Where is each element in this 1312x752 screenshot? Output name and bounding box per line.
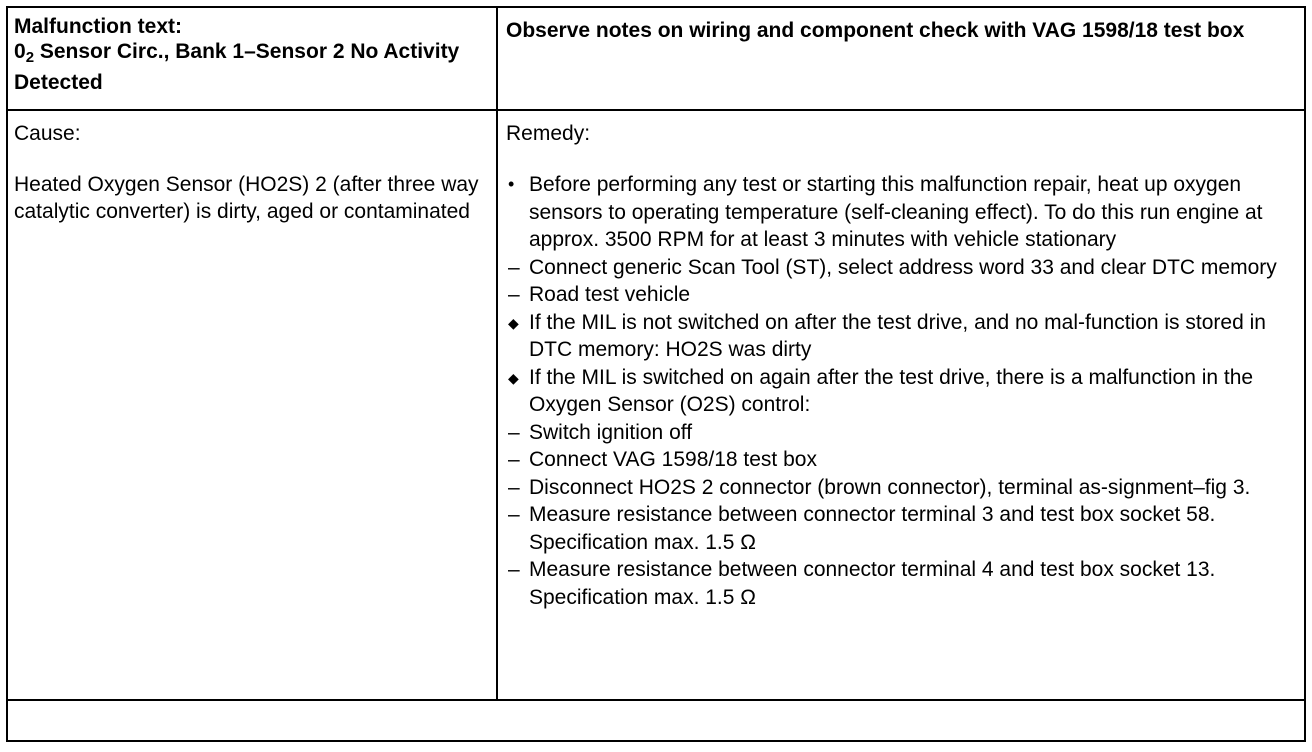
remedy-step <box>502 501 1302 556</box>
remedy-step-text: If the MIL is not switched on after the test drive, and no mal-function is stored in DTC memory: HO2S was dirty <box>529 310 1266 361</box>
remedy-step <box>502 446 1302 474</box>
dash-bullet-icon: – <box>508 558 520 581</box>
remedy-step-text: If the MIL is switched on again after the test drive, there is a malfunction in the Oxygen Sensor (O2S) control: <box>529 365 1254 416</box>
footer-row <box>8 701 1304 740</box>
malfunction-text-heading <box>14 14 484 95</box>
body-row <box>8 111 1304 701</box>
remedy-step <box>502 281 1302 309</box>
malfunction-description <box>14 39 484 95</box>
dash-bullet-icon: – <box>508 448 520 471</box>
o2-prefix: 0 <box>14 40 26 63</box>
dash-bullet-icon: – <box>508 420 520 444</box>
dash-bullet-icon: – <box>508 475 520 499</box>
o2-subscript: 2 <box>25 49 35 66</box>
diamond-bullet-icon: ◆ <box>508 314 519 331</box>
remedy-step <box>502 309 1302 364</box>
remedy-step-text: Measure resistance between connector terminal 3 and test box socket 58. Specification max. 1.5 Ω <box>529 503 1216 554</box>
column-divider <box>496 8 498 109</box>
remedy-step-text: Before performing any test or starting this malfunction repair, heat up oxygen sensors to operating temperature (self-cleaning effect). To do this run engine at approx. 3500 RPM for at least 3 minutes with vehicle stationary <box>529 173 1263 251</box>
remedy-step <box>502 419 1302 447</box>
bullet-icon: • <box>508 174 515 194</box>
remedy-step-text: Disconnect HO2S 2 connector (brown connector), terminal as-signment–fig 3. <box>529 475 1251 499</box>
diamond-bullet-icon: ◆ <box>508 369 519 386</box>
malfunction-description-text: Sensor Circ., Bank 1–Sensor 2 No Activity Detected <box>14 40 460 94</box>
remedy-label: Remedy: <box>506 122 591 145</box>
remedy-step-text: Connect VAG 1598/18 test box <box>529 448 817 471</box>
remedy-list <box>502 171 1302 611</box>
dash-bullet-icon: – <box>508 283 520 306</box>
remedy-step-text: Measure resistance between connector terminal 4 and test box socket 13. Specification max. 1.5 Ω <box>529 558 1216 609</box>
remedy-step <box>502 556 1302 611</box>
column-divider <box>496 111 498 699</box>
remedy-step <box>502 474 1302 502</box>
remedy-step <box>502 171 1302 254</box>
dash-bullet-icon: – <box>508 503 520 526</box>
test-box-note-heading: Observe notes on wiring and component check with VAG 1598/18 test box <box>506 19 1245 42</box>
remedy-step <box>502 254 1302 282</box>
remedy-step-text: Switch ignition off <box>529 420 693 444</box>
dash-bullet-icon: – <box>508 255 520 279</box>
cause-label: Cause: <box>14 122 81 145</box>
header-row <box>8 8 1304 111</box>
remedy-step <box>502 364 1302 419</box>
malfunction-text-label: Malfunction text: <box>14 15 182 38</box>
remedy-step-text: Road test vehicle <box>529 283 691 306</box>
repair-table <box>6 6 1306 742</box>
remedy-step-text: Connect generic Scan Tool (ST), select address word 33 and clear DTC memory <box>529 255 1277 279</box>
cause-text: Heated Oxygen Sensor (HO2S) 2 (after three way catalytic converter) is dirty, aged or contaminated <box>14 173 479 223</box>
